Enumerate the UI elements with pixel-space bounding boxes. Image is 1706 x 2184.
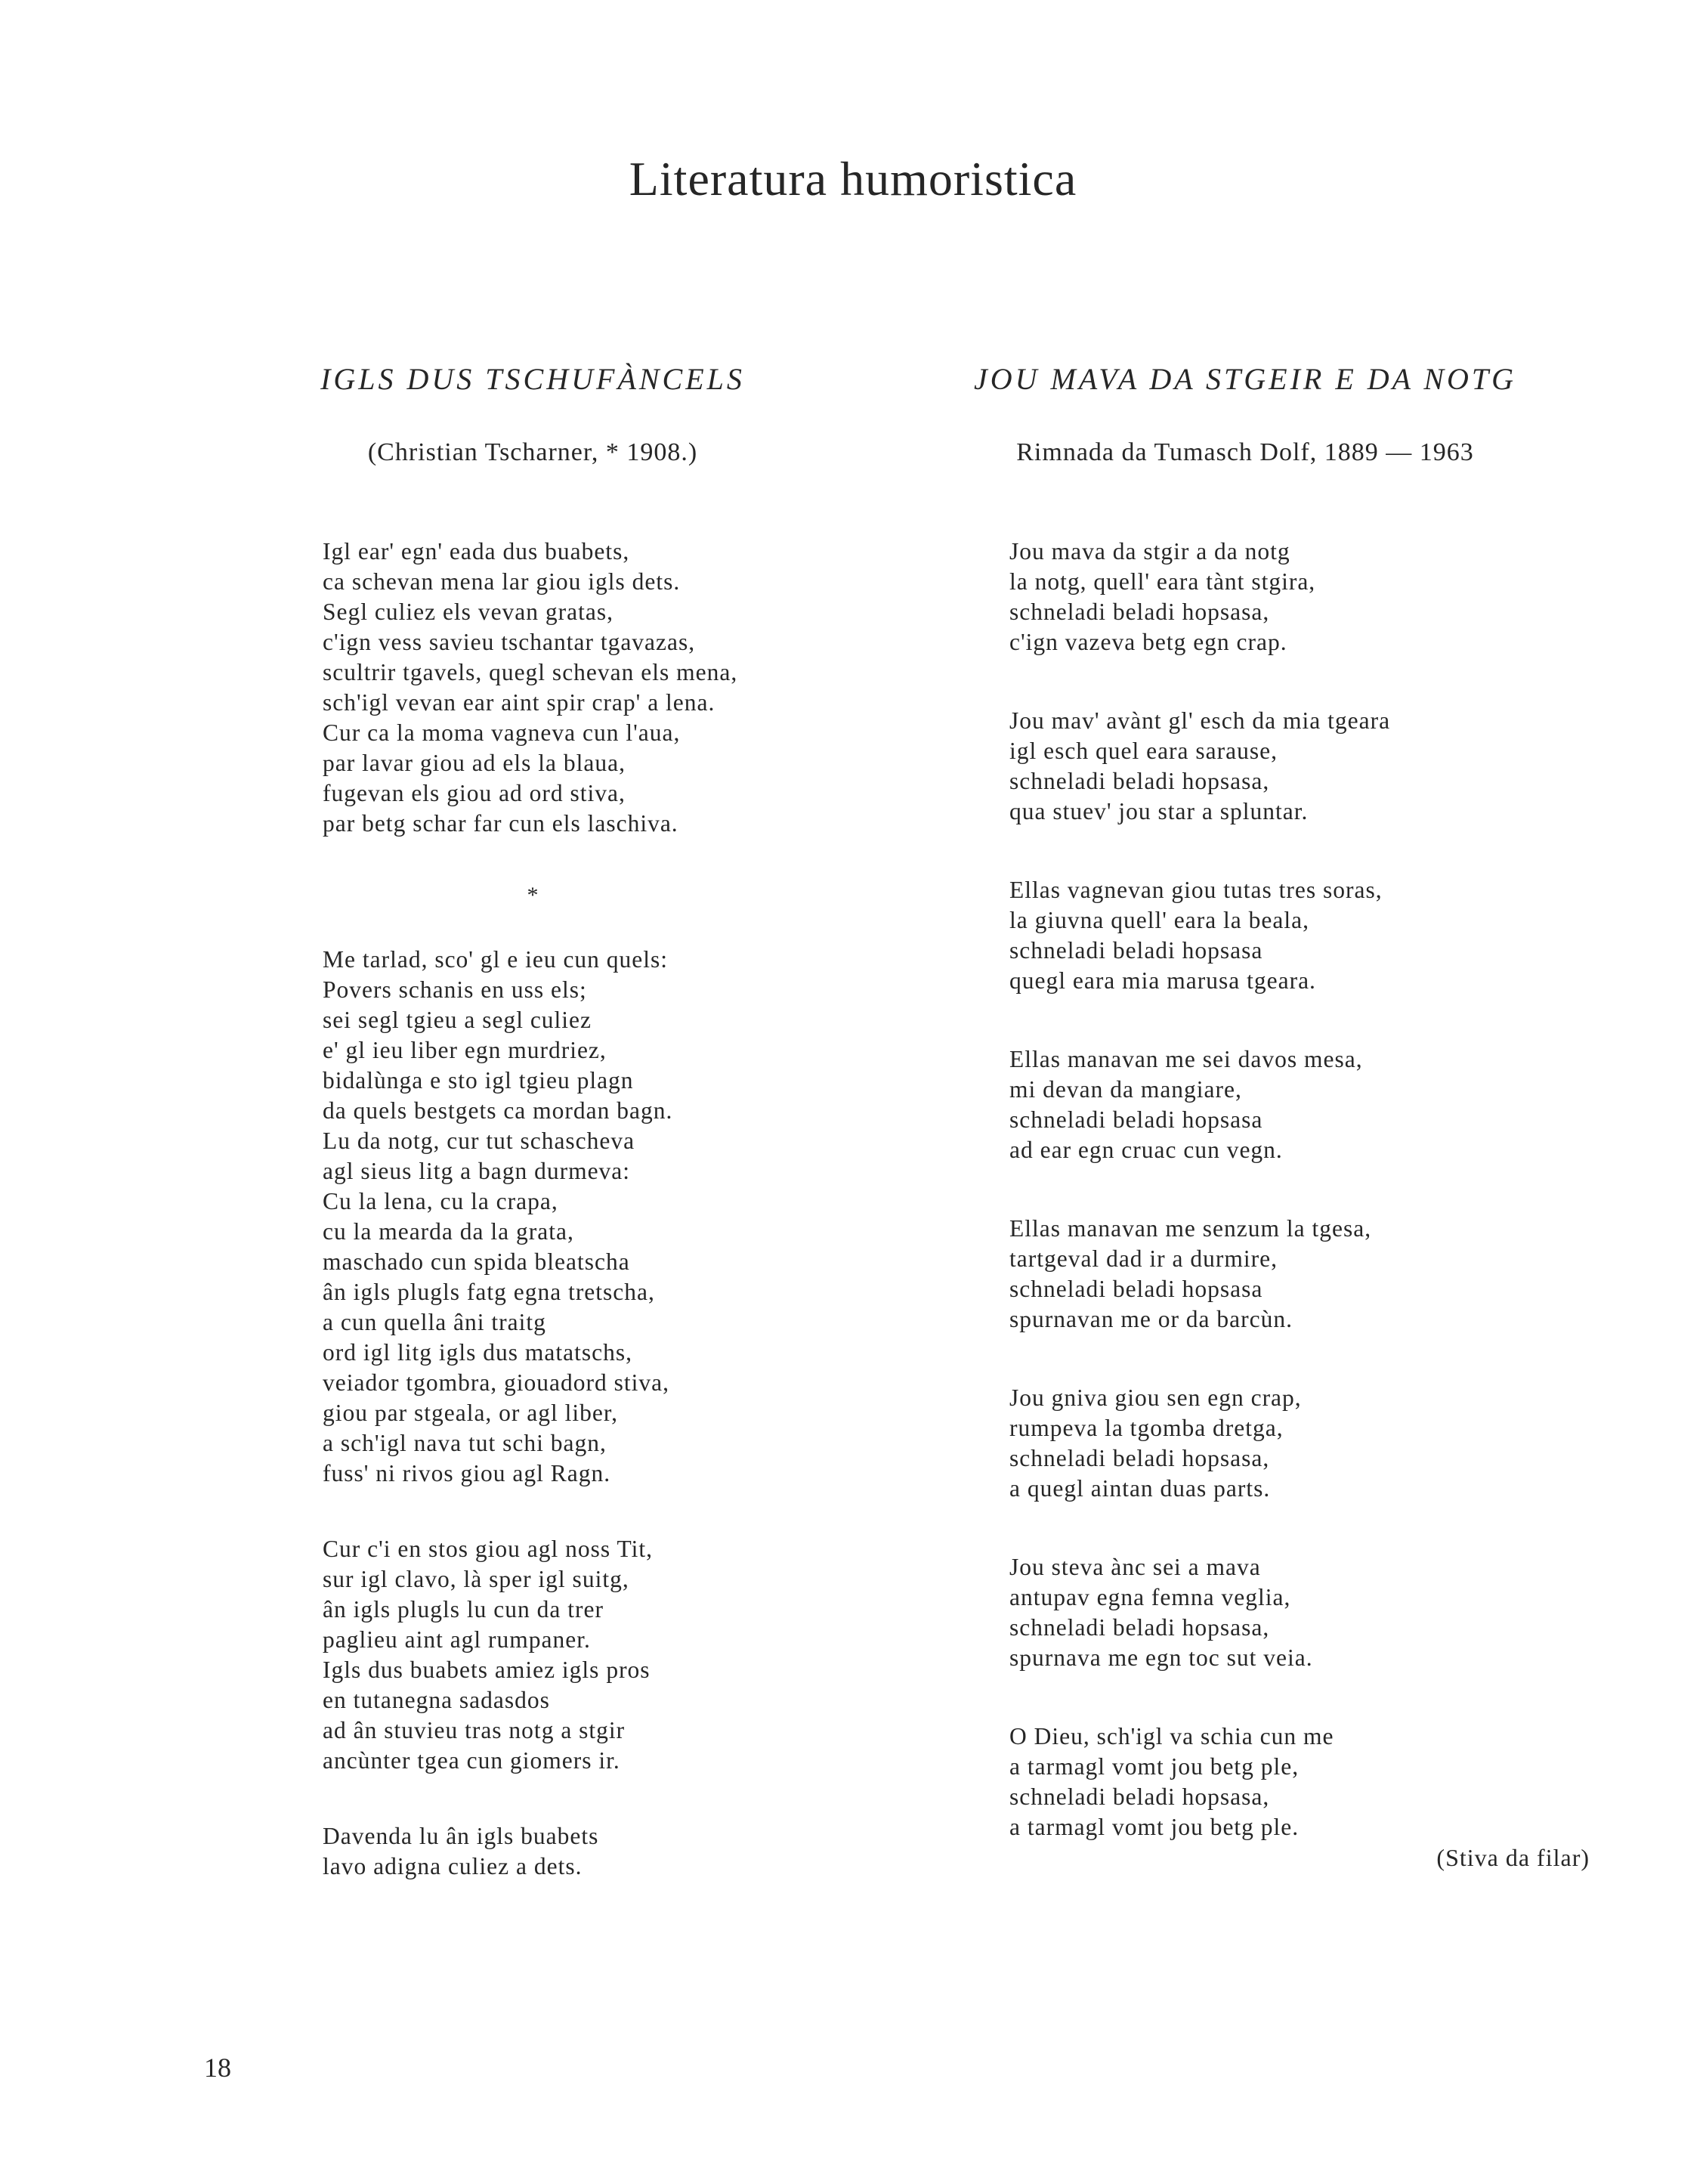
verse-line: fugevan els giou ad ord stiva, [323,780,626,806]
verse-line: schneladi beladi hopsasa, [1009,1783,1270,1810]
right-poem-title: JOU MAVA DA STGEIR E DA NOTG [973,362,1517,396]
verse-line: igl esch quel eara sarause, [1009,738,1278,764]
verse-line: ad ân stuvieu tras notg a stgir [323,1717,626,1743]
verse-line: a cun quella âni traitg [323,1309,546,1335]
verse-line: da quels bestgets ca mordan bagn. [323,1097,673,1124]
verse-line: sei segl tgieu a segl culiez [323,1007,592,1033]
verse-line: qua stuev' jou star a spluntar. [1009,798,1309,824]
verse-line: giou par stgeala, or agl liber, [323,1400,618,1426]
verse-line: schneladi beladi hopsasa, [1009,1614,1270,1641]
verse-line: ancùnter tgea cun giomers ir. [323,1747,620,1774]
verse-line: en tutanegna sadasdos [323,1687,550,1713]
verse-line: ân igls plugls lu cun da trer [323,1596,604,1623]
verse-line: Jou steva ànc sei a mava [1009,1554,1261,1580]
verse-line: maschado cun spida bleatscha [323,1248,630,1275]
verse-line: fuss' ni rivos giou agl Ragn. [323,1460,611,1486]
verse-line: ord igl litg igls dus matatschs, [323,1339,632,1366]
right-stanza-1 [1009,537,1315,657]
verse-line: agl sieus litg a bagn durmeva: [323,1158,631,1184]
verse-line: Ellas manavan me senzum la tgesa, [1009,1215,1372,1242]
verse-line: schneladi beladi hopsasa, [1009,599,1270,625]
verse-line: Ellas manavan me sei davos mesa, [1009,1046,1363,1072]
left-stanza-4 [323,1821,598,1882]
right-poem-subtitle: Rimnada da Tumasch Dolf, 1889 — 1963 [1016,438,1474,466]
verse-line: bidalùnga e sto igl tgieu plagn [323,1067,634,1094]
page-number: 18 [204,2053,231,2083]
verse-line: Lu da notg, cur tut schascheva [323,1128,635,1154]
verse-line: par betg schar far cun els laschiva. [323,810,678,837]
right-stanza-6 [1009,1383,1302,1504]
verse-line: Cur c'i en stos giou agl noss Tit, [323,1536,653,1562]
verse-line: Cu la lena, cu la crapa, [323,1188,558,1214]
verse-line: antupav egna femna veglia, [1009,1584,1291,1610]
verse-line: O Dieu, sch'igl va schia cun me [1009,1723,1334,1749]
verse-line: tartgeval dad ir a durmire, [1009,1245,1278,1272]
verse-line: Cur ca la moma vagneva cun l'aua, [323,719,681,746]
verse-line: schneladi beladi hopsasa [1009,1276,1263,1302]
left-stanza-2 [323,945,672,1489]
verse-line: par lavar giou ad els la blaua, [323,750,626,776]
verse-line: sur igl clavo, là sper igl suitg, [323,1566,629,1592]
verse-line: c'ign vess savieu tschantar tgavazas, [323,629,696,655]
verse-line: a quegl aintan duas parts. [1009,1475,1271,1502]
verse-line: paglieu aint agl rumpaner. [323,1626,591,1653]
verse-line: spurnava me egn toc sut veia. [1009,1644,1313,1671]
verse-line: Povers schanis en uss els; [323,976,587,1003]
verse-line: c'ign vazeva betg egn crap. [1009,629,1287,655]
verse-line: quegl eara mia marusa tgeara. [1009,967,1316,994]
verse-line: a tarmagl vomt jou betg ple. [1009,1814,1300,1840]
right-stanza-5 [1009,1214,1371,1335]
verse-line: ad ear egn cruac cun vegn. [1009,1137,1283,1163]
verse-line: spurnavan me or da barcùn. [1009,1306,1293,1332]
verse-line: Jou mav' avànt gl' esch da mia tgeara [1009,707,1391,734]
verse-line: lavo adigna culiez a dets. [323,1853,583,1879]
page-title: Literatura humoristica [629,152,1077,206]
verse-line: mi devan da mangiare, [1009,1076,1242,1103]
verse-line: ân igls plugls fatg egna tretscha, [323,1279,655,1305]
right-stanza-8 [1009,1722,1334,1842]
verse-line: veiador tgombra, giouadord stiva, [323,1369,670,1396]
verse-line: cu la mearda da la grata, [323,1218,574,1245]
right-stanza-4 [1009,1044,1363,1165]
verse-line: la giuvna quell' eara la beala, [1009,907,1309,933]
verse-line: Me tarlad, sco' gl e ieu cun quels: [323,946,669,973]
right-stanza-2 [1009,706,1390,827]
verse-line: ca schevan mena lar giou igls dets. [323,568,681,595]
stanza-separator: * [527,883,539,908]
left-poem-subtitle: (Christian Tscharner, * 1908.) [367,438,698,466]
verse-line: a tarmagl vomt jou betg ple, [1009,1753,1300,1780]
verse-line: Ellas vagnevan giou tutas tres soras, [1009,877,1383,903]
verse-line: schneladi beladi hopsasa [1009,1106,1263,1133]
verse-line: sch'igl vevan ear aint spir crap' a lena. [323,689,715,716]
verse-line: la notg, quell' eara tànt stgira, [1009,568,1316,595]
verse-line: Segl culiez els vevan gratas, [323,599,613,625]
verse-line: e' gl ieu liber egn murdriez, [323,1037,607,1063]
verse-line: a sch'igl nava tut schi bagn, [323,1430,607,1456]
left-stanza-1 [323,537,737,839]
verse-line: Jou gniva giou sen egn crap, [1009,1384,1302,1411]
verse-line: scultrir tgavels, quegl schevan els mena, [323,659,738,685]
verse-line: rumpeva la tgomba dretga, [1009,1415,1284,1441]
verse-line: schneladi beladi hopsasa, [1009,1445,1270,1471]
verse-line: schneladi beladi hopsasa, [1009,768,1270,794]
verse-line: schneladi beladi hopsasa [1009,937,1263,964]
left-stanza-3 [323,1534,653,1776]
verse-line: Jou mava da stgir a da notg [1009,538,1290,565]
left-poem-title: IGLS DUS TSCHUFÀNCELS [320,362,745,396]
right-stanza-3 [1009,875,1383,996]
verse-line: Igl ear' egn' eada dus buabets, [323,538,630,565]
right-stanza-7 [1009,1552,1313,1673]
right-poem-attribution: (Stiva da filar) [1436,1844,1590,1871]
verse-line: Igls dus buabets amiez igls pros [323,1657,651,1683]
verse-line: Davenda lu ân igls buabets [323,1823,599,1849]
